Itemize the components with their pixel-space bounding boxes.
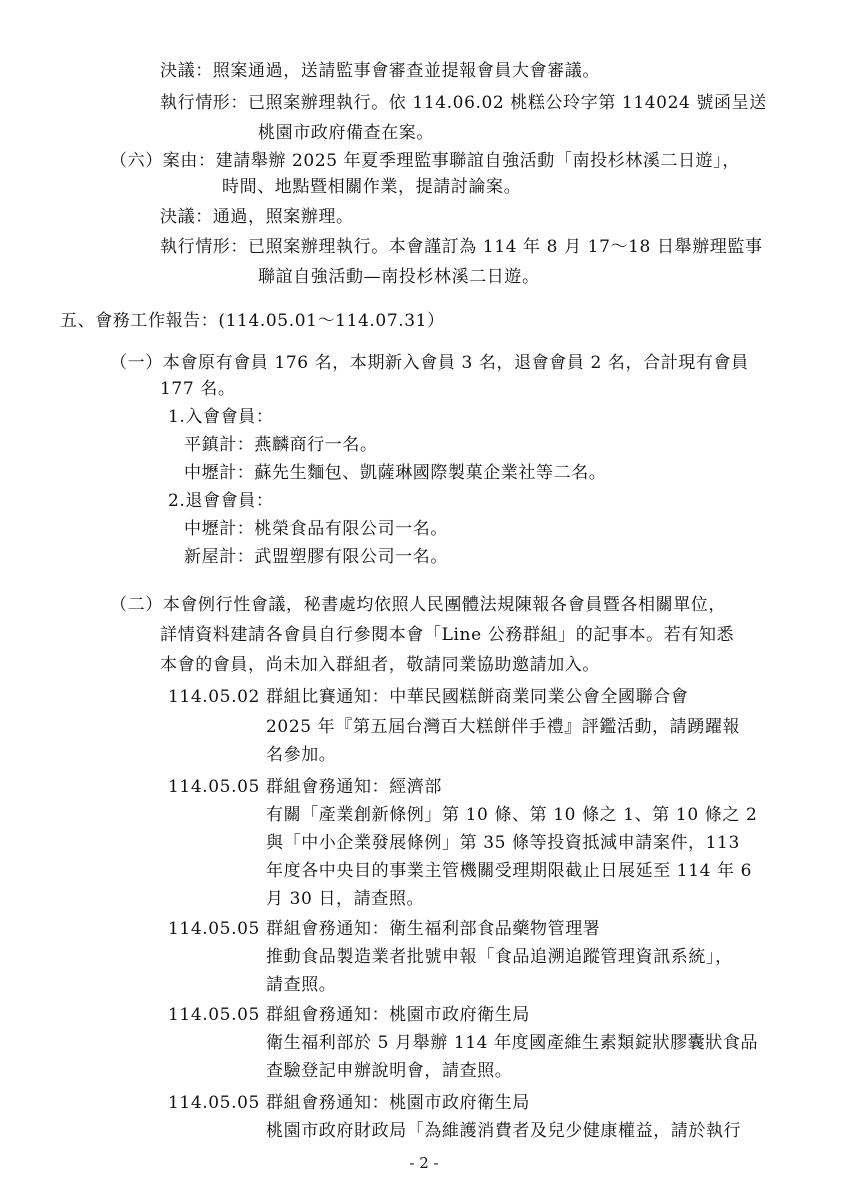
notice-body-line: 查驗登記申辦說明會，請查照。 [266, 1061, 513, 1081]
notice-title: 群組會務通知：桃園市政府衛生局 [266, 1093, 530, 1113]
notice-title: 群組比賽通知：中華民國糕餅商業同業公會全國聯合會 [266, 687, 689, 707]
execution-5-line-2: 桃園市政府備查在案。 [258, 123, 434, 143]
notice-title: 群組會務通知：衛生福利部食品藥物管理署 [266, 919, 601, 939]
join-member-2: 中壢計：蘇先生麵包、凱薩琳國際製菓企業社等二名。 [184, 463, 607, 483]
item-1-line-1: （一）本會原有會員 176 名，本期新入會員 3 名，退會會員 2 名，合計現有會員 [110, 353, 749, 373]
notice-date: 114.05.05 [168, 1093, 260, 1113]
page-number: - 2 - [409, 1154, 439, 1172]
notice-body-line: 名參加。 [266, 745, 337, 765]
leave-member-1: 中壢計：桃榮食品有限公司一名。 [184, 519, 448, 539]
notice-body-line: 推動食品製造業者批號申報「食品追溯追蹤管理資訊系統」， [266, 947, 733, 967]
join-members-heading: 1.入會會員： [168, 407, 274, 427]
execution-6-line-1: 執行情形：已照案辦理執行。本會謹訂為 114 年 8 月 17～18 日舉辦理監事 [160, 237, 763, 257]
item-2-line-2: 詳情資料建請各會員自行參閱本會「Line 公務群組」的記事本。若有知悉 [160, 625, 735, 645]
notice-body-line: 有關「產業創新條例」第 10 條、第 10 條之 1、第 10 條之 2 [266, 805, 758, 825]
section-5-heading: 五、會務工作報告：(114.05.01～114.07.31） [60, 311, 445, 331]
execution-5-line-1: 執行情形：已照案辦理執行。依 114.06.02 桃糕公玲字第 114024 號函呈送 [160, 93, 767, 113]
resolution-6: 決議：通過，照案辦理。 [160, 207, 354, 227]
notice-body-line: 衛生福利部於 5 月舉辦 114 年度國產維生素類錠狀膠囊狀食品 [266, 1033, 759, 1053]
item-6-line-2: 時間、地點暨相關作業，提請討論案。 [222, 177, 522, 197]
notice-title: 群組會務通知：經濟部 [266, 777, 442, 797]
resolution-5: 決議：照案通過，送請監事會審查並提報會員大會審議。 [160, 61, 600, 81]
leave-members-heading: 2.退會會員： [168, 491, 274, 511]
item-2-line-1: （二）本會例行性會議，秘書處均依照人民團體法規陳報各會員暨各相關單位， [110, 595, 726, 615]
notice-body-line: 2025 年『第五屆台灣百大糕餅伴手禮』評鑑活動，請踴躍報 [266, 717, 741, 737]
notice-date: 114.05.05 [168, 1005, 260, 1025]
item-1-line-2: 177 名。 [160, 379, 236, 399]
notice-date: 114.05.05 [168, 919, 260, 939]
notice-body-line: 請查照。 [266, 975, 337, 995]
item-6-line-1: （六）案由：建請舉辦 2025 年夏季理監事聯誼自強活動「南投杉林溪二日遊」， [110, 151, 740, 171]
notice-body-line: 年度各中央目的事業主管機關受理期限截止日展延至 114 年 6 [266, 861, 753, 881]
notice-date: 114.05.02 [168, 687, 260, 707]
notice-title: 群組會務通知：桃園市政府衛生局 [266, 1005, 530, 1025]
join-member-1: 平鎮計：燕麟商行一名。 [184, 435, 378, 455]
leave-member-2: 新屋計：武盟塑膠有限公司一名。 [184, 547, 448, 567]
item-2-line-3: 本會的會員，尚未加入群組者，敬請同業協助邀請加入。 [160, 655, 600, 675]
notice-body-line: 與「中小企業發展條例」第 35 條等投資抵減申請案件，113 [266, 833, 740, 853]
notice-body-line: 月 30 日，請查照。 [266, 889, 425, 909]
notice-body-line: 桃園市政府財政局「為維護消費者及兒少健康權益，請於執行 [266, 1121, 742, 1141]
notice-date: 114.05.05 [168, 777, 260, 797]
execution-6-line-2: 聯誼自強活動—南投杉林溪二日遊。 [258, 267, 540, 287]
